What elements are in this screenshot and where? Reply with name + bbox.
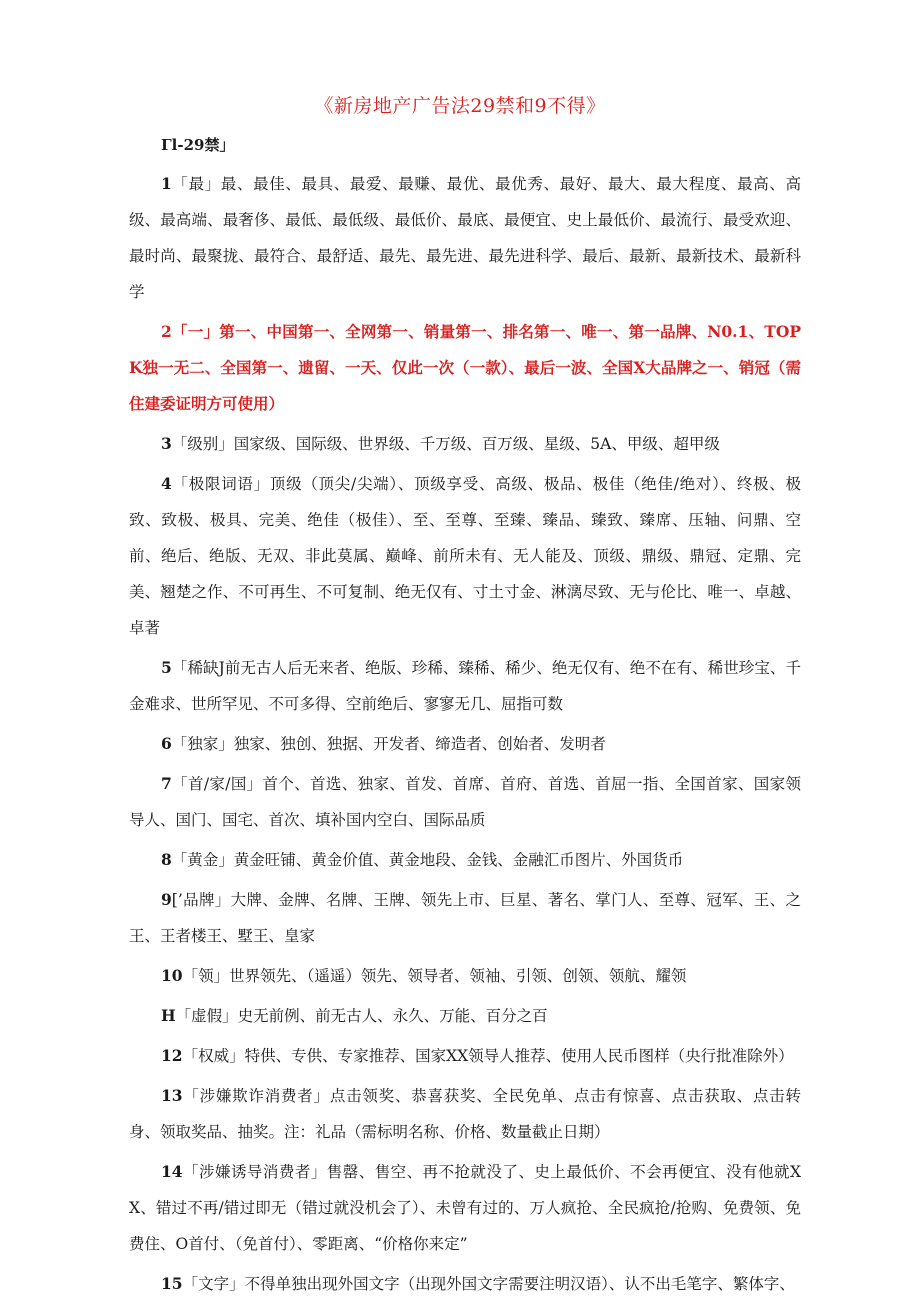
item-text: 「涉嫌诱导消费者」售罄、售空、再不抢就没了、史上最低价、不会再便宜、没有他就XX、错过不再/错过即无（错过就没机会了）、未曾有过的、万人疯抢、全民疯抢/抢购、免费领、免费住、O首付、（免首付）、零距离、“价格你来定” [129,1163,801,1253]
document-body [129,130,801,1306]
item-number: 4 [161,474,172,493]
item-number: 3 [161,434,172,453]
list-item-13 [129,1078,801,1150]
item-number: 7 [161,774,172,793]
item-text: 「级别」国家级、国际级、世界级、千万级、百万级、星级、5A、甲级、超甲级 [171,435,720,453]
list-item-12 [129,1038,801,1074]
item-number: 6 [161,734,172,753]
item-text: 「涉嫌欺诈消费者」点击领奖、恭喜获奖、全民免单、点击有惊喜、点击获取、点击转身、领取奖品、抽奖。注：礼品（需标明名称、价格、数量截止日期） [129,1087,801,1141]
list-item-7 [129,766,801,838]
item-number: 2 [161,322,172,341]
document-title: 《新房地产广告法29禁和9不得》 [314,95,606,117]
item-text: 「最」最、最佳、最具、最爱、最赚、最优、最优秀、最好、最大、最大程度、最高、高级、最高端、最奢侈、最低、最低级、最低价、最底、最便宜、史上最低价、最流行、最受欢迎、最时尚、最聚拢、最符合、最舒适、最先、最先进、最先进科学、最后、最新、最新技术、最新科学 [129,175,801,301]
item-text: 「独家」独家、独创、独据、开发者、缔造者、创始者、发明者 [171,735,606,753]
item-text: 「虚假」史无前例、前无古人、永久、万能、百分之百 [175,1007,548,1025]
item-number: 12 [161,1046,183,1065]
list-item-14 [129,1154,801,1262]
list-item-11 [129,998,801,1034]
item-number: 1 [161,174,172,193]
item-text: 「极限词语」顶级（顶尖/尖端）、顶级享受、高级、极品、极佳（绝佳/绝对）、终极、极致、致极、极具、完美、绝佳（极佳）、至、至尊、至臻、臻品、臻致、臻席、压轴、问鼎、空前、绝后、绝版、无双、非此莫属、巅峰、前所未有、无人能及、顶级、鼎级、鼎冠、定鼎、完美、翘楚之作、不可再生、不可复制、绝无仅有、寸土寸金、淋漓尽致、无与伦比、唯一、卓越、卓著 [129,475,801,637]
list-item-6 [129,726,801,762]
list-item-10 [129,958,801,994]
item-text: 「一」第一、中国第一、全网第一、销量第一、排名第一、唯一、第一品牌、N0.1、TOPK独一无二、全国第一、遗留、一天、仅此一次（一款）、最后一波、全国X大品牌之一、销冠（需住建委证明方可使用） [129,322,801,413]
item-text: 「首/家/国」首个、首选、独家、首发、首席、首府、首选、首屈一指、全国首家、国家领导人、国门、国宅、首次、填补国内空白、国际品质 [129,775,801,829]
item-number: 8 [161,850,172,869]
item-text: 「黄金」黄金旺铺、黄金价值、黄金地段、金钱、金融汇币图片、外国货币 [171,851,684,869]
section-heading: Γl-29禁」 [161,136,235,154]
item-number: 5 [161,658,172,677]
item-number: 13 [161,1086,183,1105]
list-item-3 [129,426,801,462]
item-number: 15 [161,1274,183,1293]
list-item-5 [129,650,801,722]
list-item-9 [129,882,801,954]
item-number: 9 [161,890,172,909]
item-text: 「领」世界领先、（遥遥）领先、领导者、领袖、引领、创领、领航、耀领 [182,967,687,985]
item-number: H [161,1006,176,1025]
item-text: [’品牌」大牌、金牌、名牌、王牌、领先上市、巨星、著名、掌门人、至尊、冠军、王、之王、王者楼王、墅王、皇家 [129,891,801,945]
item-number: 10 [161,966,183,985]
list-item-2 [129,314,801,422]
item-text: 「稀缺J前无古人后无来者、绝版、珍稀、臻稀、稀少、绝无仅有、绝不在有、稀世珍宝、千金难求、世所罕见、不可多得、空前绝后、寥寥无几、屈指可数 [129,659,801,713]
item-number: 14 [161,1162,183,1181]
list-item-1 [129,166,801,310]
item-text: 「权威」特供、专供、专家推荐、国家XX领导人推荐、使用人民币图样（央行批准除外） [182,1047,794,1065]
list-item-4 [129,466,801,646]
item-text: 「文字」不得单独出现外国文字（出现外国文字需要注明汉语）、认不出毛笔字、繁体字、 [182,1275,795,1293]
list-item-15 [129,1266,801,1302]
list-item-8 [129,842,801,878]
